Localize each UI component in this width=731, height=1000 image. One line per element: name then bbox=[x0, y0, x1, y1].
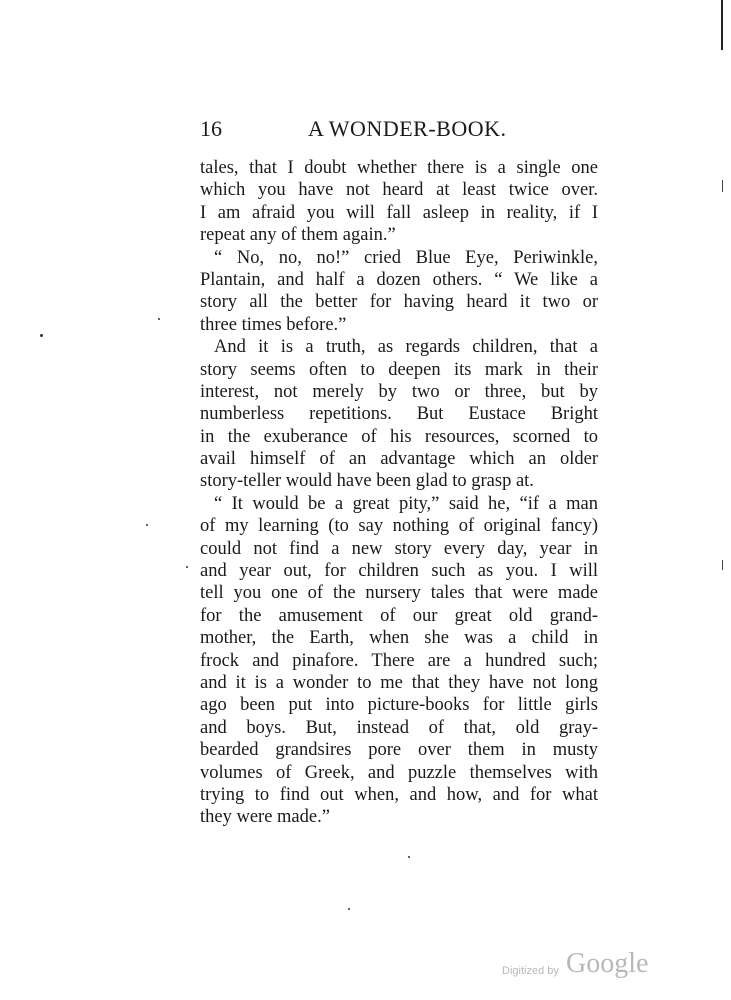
text-line: could not find a new story every day, year in bbox=[200, 538, 598, 559]
watermark-logo: Google bbox=[566, 948, 649, 979]
text-line: of my learning (to say nothing of original fancy) bbox=[200, 516, 598, 537]
text-line: story seems often to deepen its mark in their bbox=[200, 359, 598, 380]
text-line: repeat any of them again.” bbox=[200, 225, 396, 246]
text-line: and boys. But, instead of that, old gray- bbox=[200, 717, 598, 738]
text-line: for the amusement of our great old grand- bbox=[200, 605, 598, 626]
scan-speck bbox=[348, 908, 350, 910]
text-line: they were made.” bbox=[200, 807, 330, 828]
watermark-prefix: Digitized by bbox=[502, 965, 559, 977]
running-head bbox=[200, 116, 598, 146]
text-line: Plantain, and half a dozen others. “ We like a bbox=[200, 269, 598, 290]
scan-speck bbox=[408, 856, 410, 858]
text-line: tales, that I doubt whether there is a single one bbox=[200, 158, 598, 178]
text-line: interest, not merely by two or three, but by bbox=[200, 381, 598, 402]
google-watermark bbox=[502, 948, 662, 988]
scan-edge-mark bbox=[721, 0, 723, 50]
text-line: tell you one of the nursery tales that were made bbox=[200, 583, 598, 604]
page-number: 16 bbox=[200, 116, 222, 141]
text-line: numberless repetitions. But Eustace Bright bbox=[200, 404, 598, 425]
scan-tick-mark bbox=[722, 560, 723, 570]
text-line: bearded grandsires pore over them in musty bbox=[200, 740, 598, 761]
text-line: ago been put into picture-books for little girls bbox=[200, 695, 598, 716]
text-line: volumes of Greek, and puzzle themselves with bbox=[200, 762, 598, 783]
book-title: A WONDER-BOOK. bbox=[308, 116, 507, 141]
text-line: which you have not heard at least twice over. bbox=[200, 180, 598, 201]
body-text bbox=[200, 157, 598, 829]
text-line: mother, the Earth, when she was a child in bbox=[200, 628, 598, 649]
scan-speck bbox=[158, 318, 160, 320]
text-line: I am afraid you will fall asleep in reality, if I bbox=[200, 202, 598, 223]
text-line: and it is a wonder to me that they have not long bbox=[200, 672, 598, 693]
text-line: avail himself of an advantage which an older bbox=[200, 449, 598, 470]
text-line: “ No, no, no!” cried Blue Eye, Periwinkle, bbox=[214, 247, 598, 268]
text-line: “ It would be a great pity,” said he, “if a man bbox=[214, 493, 598, 514]
text-line: and year out, for children such as you. I will bbox=[200, 561, 598, 582]
text-line: And it is a truth, as regards children, that a bbox=[214, 337, 598, 358]
text-line: trying to find out when, and how, and for what bbox=[200, 784, 598, 805]
scan-speck bbox=[146, 524, 148, 526]
scan-speck bbox=[186, 566, 188, 568]
text-line: story-teller would have been glad to grasp at. bbox=[200, 471, 534, 492]
text-line: three times before.” bbox=[200, 314, 347, 335]
scan-speck bbox=[40, 334, 43, 337]
scan-tick-mark bbox=[722, 180, 723, 192]
text-line: story all the better for having heard it two or bbox=[200, 292, 598, 313]
text-line: in the exuberance of his resources, scorned to bbox=[200, 426, 598, 447]
text-line: frock and pinafore. There are a hundred such; bbox=[200, 650, 598, 671]
